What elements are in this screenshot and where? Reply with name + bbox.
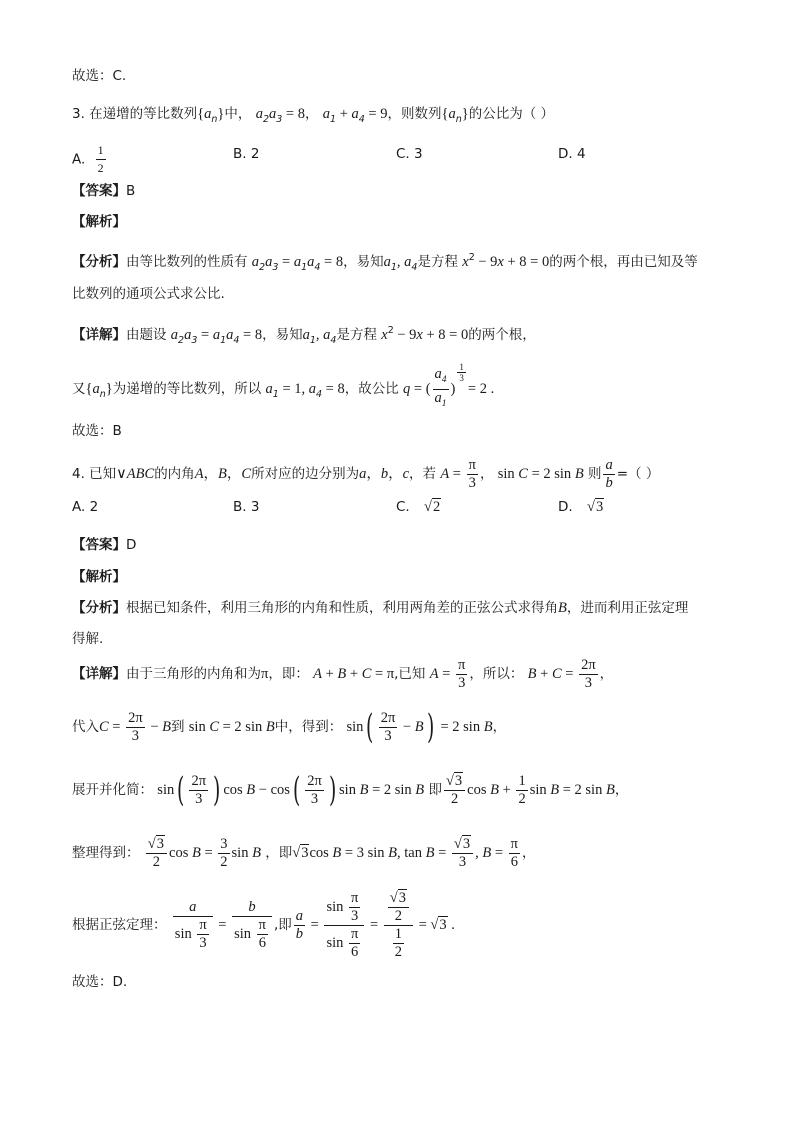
q4-stem: 4. 已知∨ABC的内角A，B，C所对应的边分别为a，b，c，若 A = $\frac{\pi}{3}$ ， sin C = 2 sin B 则 $\frac{a}{b}$ =（ ） [72, 456, 660, 491]
q4-option-c: C. √2 [396, 499, 441, 515]
q4-xiangjie-line2: 代入C = $\frac{2\pi}{3}$ − B到 sin C = 2 sin B中，得到： sin( $\frac{2\pi}{3}$ − B) = 2 sin B， [72, 707, 507, 747]
q4-option-b: B. 3 [233, 499, 260, 515]
q4-xiangjie-line3: 展开并化简： sin( $\frac{2\pi}{3}$ ) cos B − cos( $\frac{2\pi}{3}$ ) sin B = 2 sin B 即 $\frac{√3}{2}$ cos B + $\frac{1}{2}$ sin B = 2 sin B， [72, 770, 629, 810]
q3-answer: 【答案】B [72, 183, 136, 199]
q4-xiangjie-line5: 根据正弦定理： a sin $\frac{\pi}{3}$ = b sin $\frac{\pi}{6}$ ,即 $\frac{a}{b}$ = sin $\frac{\pi}{3}$ sin $\frac{\pi}{6}$ = $\frac{\frac{√3}{2}}{\frac{1}{2}}$ = √3 . [72, 889, 455, 960]
q4-jiexi-heading: 【解析】 [72, 569, 126, 585]
q3-xiangjie-line1: 【详解】由题设 $a_2a_3 = a_1a_4 = 8$，易知$a_1$, $a_4$是方程 $x^2 - 9x + 8 = 0$的两个根， [72, 325, 536, 346]
q4-xiangjie-line4: 整理得到： $\frac{√3}{2}$ cos B = $\frac{3}{2}$ sin B ，即√3cos B = 3 sin B, tan B = $\frac{√3}{3}$ , B = $\frac{\pi}{6}$ ， [72, 835, 536, 870]
q3-option-a: A. $\frac{1}{2}$ [72, 143, 104, 175]
q4-option-a: A. 2 [72, 499, 99, 515]
q4-fenxi-line2: 得解. [72, 631, 104, 647]
q3-conclusion: 故选：B [72, 423, 122, 439]
q3-fenxi-line2: 比数列的通项公式求公比. [72, 286, 225, 302]
q3-jiexi-heading: 【解析】 [72, 214, 126, 230]
q4-xiangjie-line1: 【详解】由于三角形的内角和为π，即： A + B + C = π,已知 A = $\frac{\pi}{3}$ ，所以： B + C = $\frac{2\pi}{3}$ ， [72, 656, 614, 691]
q3-option-d: D. 4 [558, 146, 586, 162]
q4-option-d: D. √3 [558, 499, 604, 515]
q3-xiangjie-line2: 又$\{a_n\}$为递增的等比数列，所以 $a_1 = 1$, $a_4 = 8$，故公比 q = ( $\frac{a_4}{a_1}$ ) $\frac{1}{3}$ = 2 . [72, 362, 495, 409]
q3-fenxi-line1: 【分析】由等比数列的性质有 $a_2a_3 = a_1a_4 = 8$，易知$a_1$, $a_4$是方程 $x^2 - 9x + 8 = 0$的两个根，再由已知及等 [72, 252, 698, 273]
q4-fenxi-line1: 【分析】根据已知条件，利用三角形的内角和性质，利用两角差的正弦公式求得角B，进而利用正弦定理 [72, 600, 689, 616]
q3-stem: 3. 在递增的等比数列$\{a_n\}$中， $a_2a_3 = 8$， $a_1 + a_4 = 9$，则数列$\{a_n\}$的公比为（ ） [72, 106, 554, 125]
prev-answer-line: 故选：C. [72, 68, 127, 84]
q3-option-b: B. 2 [233, 146, 260, 162]
q4-conclusion: 故选：D. [72, 974, 128, 990]
q3-option-c: C. 3 [396, 146, 423, 162]
q4-answer: 【答案】D [72, 537, 137, 553]
